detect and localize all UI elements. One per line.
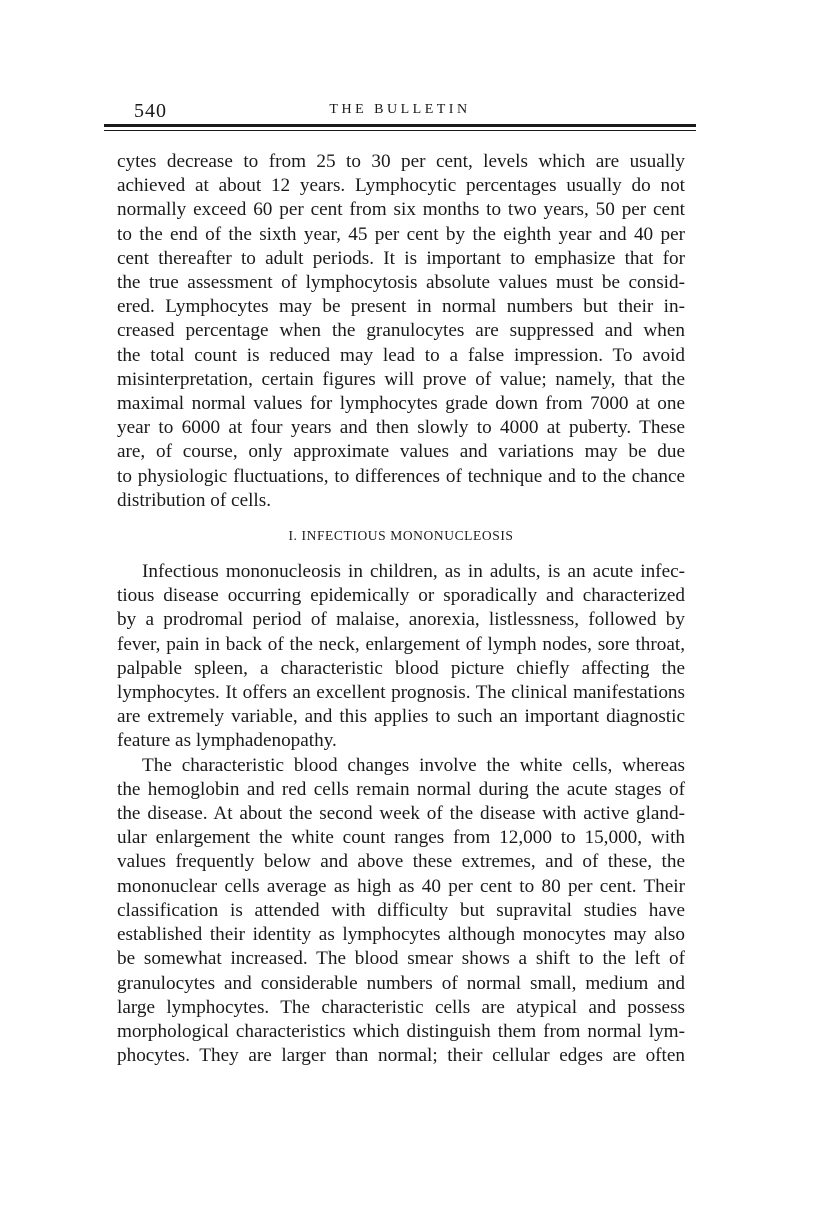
paragraph-1 [117, 150, 685, 513]
text-line: tious disease occurring epidemically or sporadically and characterized [117, 585, 685, 607]
text-line: normally exceed 60 per cent from six months to two years, 50 per cent [117, 199, 685, 221]
paragraph-3 [117, 754, 685, 1069]
text-line: cytes decrease to from 25 to 30 per cent, levels which are usually [117, 151, 685, 172]
text-line: established their identity as lymphocytes although monocytes may also [117, 924, 685, 946]
running-title: THE BULLETIN [329, 102, 471, 117]
text-line: are extremely variable, and this applies to such an important diagnostic [117, 706, 685, 728]
text-line: lymphocytes. It offers an excellent prognosis. The clinical manifestations [117, 682, 685, 704]
text-line: to the end of the sixth year, 45 per cent by the eighth year and 40 per [117, 223, 685, 245]
text-line: values frequently below and above these extremes, and of these, the [117, 851, 685, 873]
text-line: the disease. At about the second week of the disease with active gland- [117, 803, 685, 825]
text-line: ered. Lymphocytes may be present in normal numbers but their in- [117, 296, 685, 318]
section-heading: I. INFECTIOUS MONONUCLEOSIS [288, 528, 514, 544]
text-line: morphological characteristics which distinguish them from normal lym- [117, 1020, 685, 1042]
text-line-content: The characteristic blood changes involve the white cells, whereas [142, 754, 685, 776]
header-rule-thick [104, 124, 696, 127]
text-line: year to 6000 at four years and then slowly to 4000 at puberty. These [117, 417, 685, 439]
text-line: are, of course, only approximate values and variations may be due [117, 441, 685, 463]
text-line: cent thereafter to adult periods. It is important to emphasize that for [117, 247, 685, 269]
text-line: classification is attended with difficulty but supravital studies have [117, 899, 685, 921]
text-line: large lymphocytes. The characteristic cells are atypical and possess [117, 996, 685, 1018]
text-line: the true assessment of lymphocytosis absolute values must be consid- [117, 272, 685, 294]
text-line: feature as lymphadenopathy. [117, 730, 337, 752]
text-line: maximal normal values for lymphocytes grade down from 7000 at one [117, 393, 685, 415]
text-line: creased percentage when the granulocytes are suppressed and when [117, 320, 685, 342]
text-line: the total count is reduced may lead to a false impression. To avoid [117, 344, 685, 366]
header-rule-thin [104, 130, 696, 131]
text-line: to physiologic fluctuations, to differences of technique and to the chance [117, 465, 685, 487]
text-line: mononuclear cells average as high as 40 per cent to 80 per cent. Their [117, 875, 685, 897]
body-text [117, 150, 685, 1068]
page-header [104, 100, 696, 124]
text-line [117, 560, 685, 584]
text-line: phocytes. They are larger than normal; their cellular edges are often [117, 1045, 685, 1067]
text-line: be somewhat increased. The blood smear shows a shift to the left of [117, 948, 685, 970]
text-line: granulocytes and considerable numbers of normal small, medium and [117, 972, 685, 994]
text-line-content: Infectious mononucleosis in children, as in adults, is an acute infec- [142, 561, 685, 583]
text-line [117, 754, 685, 778]
page-number: 540 [134, 100, 167, 122]
text-line: palpable spleen, a characteristic blood picture chiefly affecting the [117, 657, 685, 679]
text-line: ular enlargement the white count ranges from 12,000 to 15,000, with [117, 827, 685, 849]
text-line: achieved at about 12 years. Lymphocytic percentages usually do not [117, 175, 685, 197]
text-line: distribution of cells. [117, 489, 272, 511]
text-line: by a prodromal period of malaise, anorexia, listlessness, followed by [117, 609, 685, 631]
text-line: the hemoglobin and red cells remain normal during the acute stages of [117, 778, 685, 800]
paragraph-2 [117, 560, 685, 754]
text-line: fever, pain in back of the neck, enlargement of lymph nodes, sore throat, [117, 633, 685, 655]
text-line: misinterpretation, certain figures will prove of value; namely, that the [117, 368, 685, 390]
